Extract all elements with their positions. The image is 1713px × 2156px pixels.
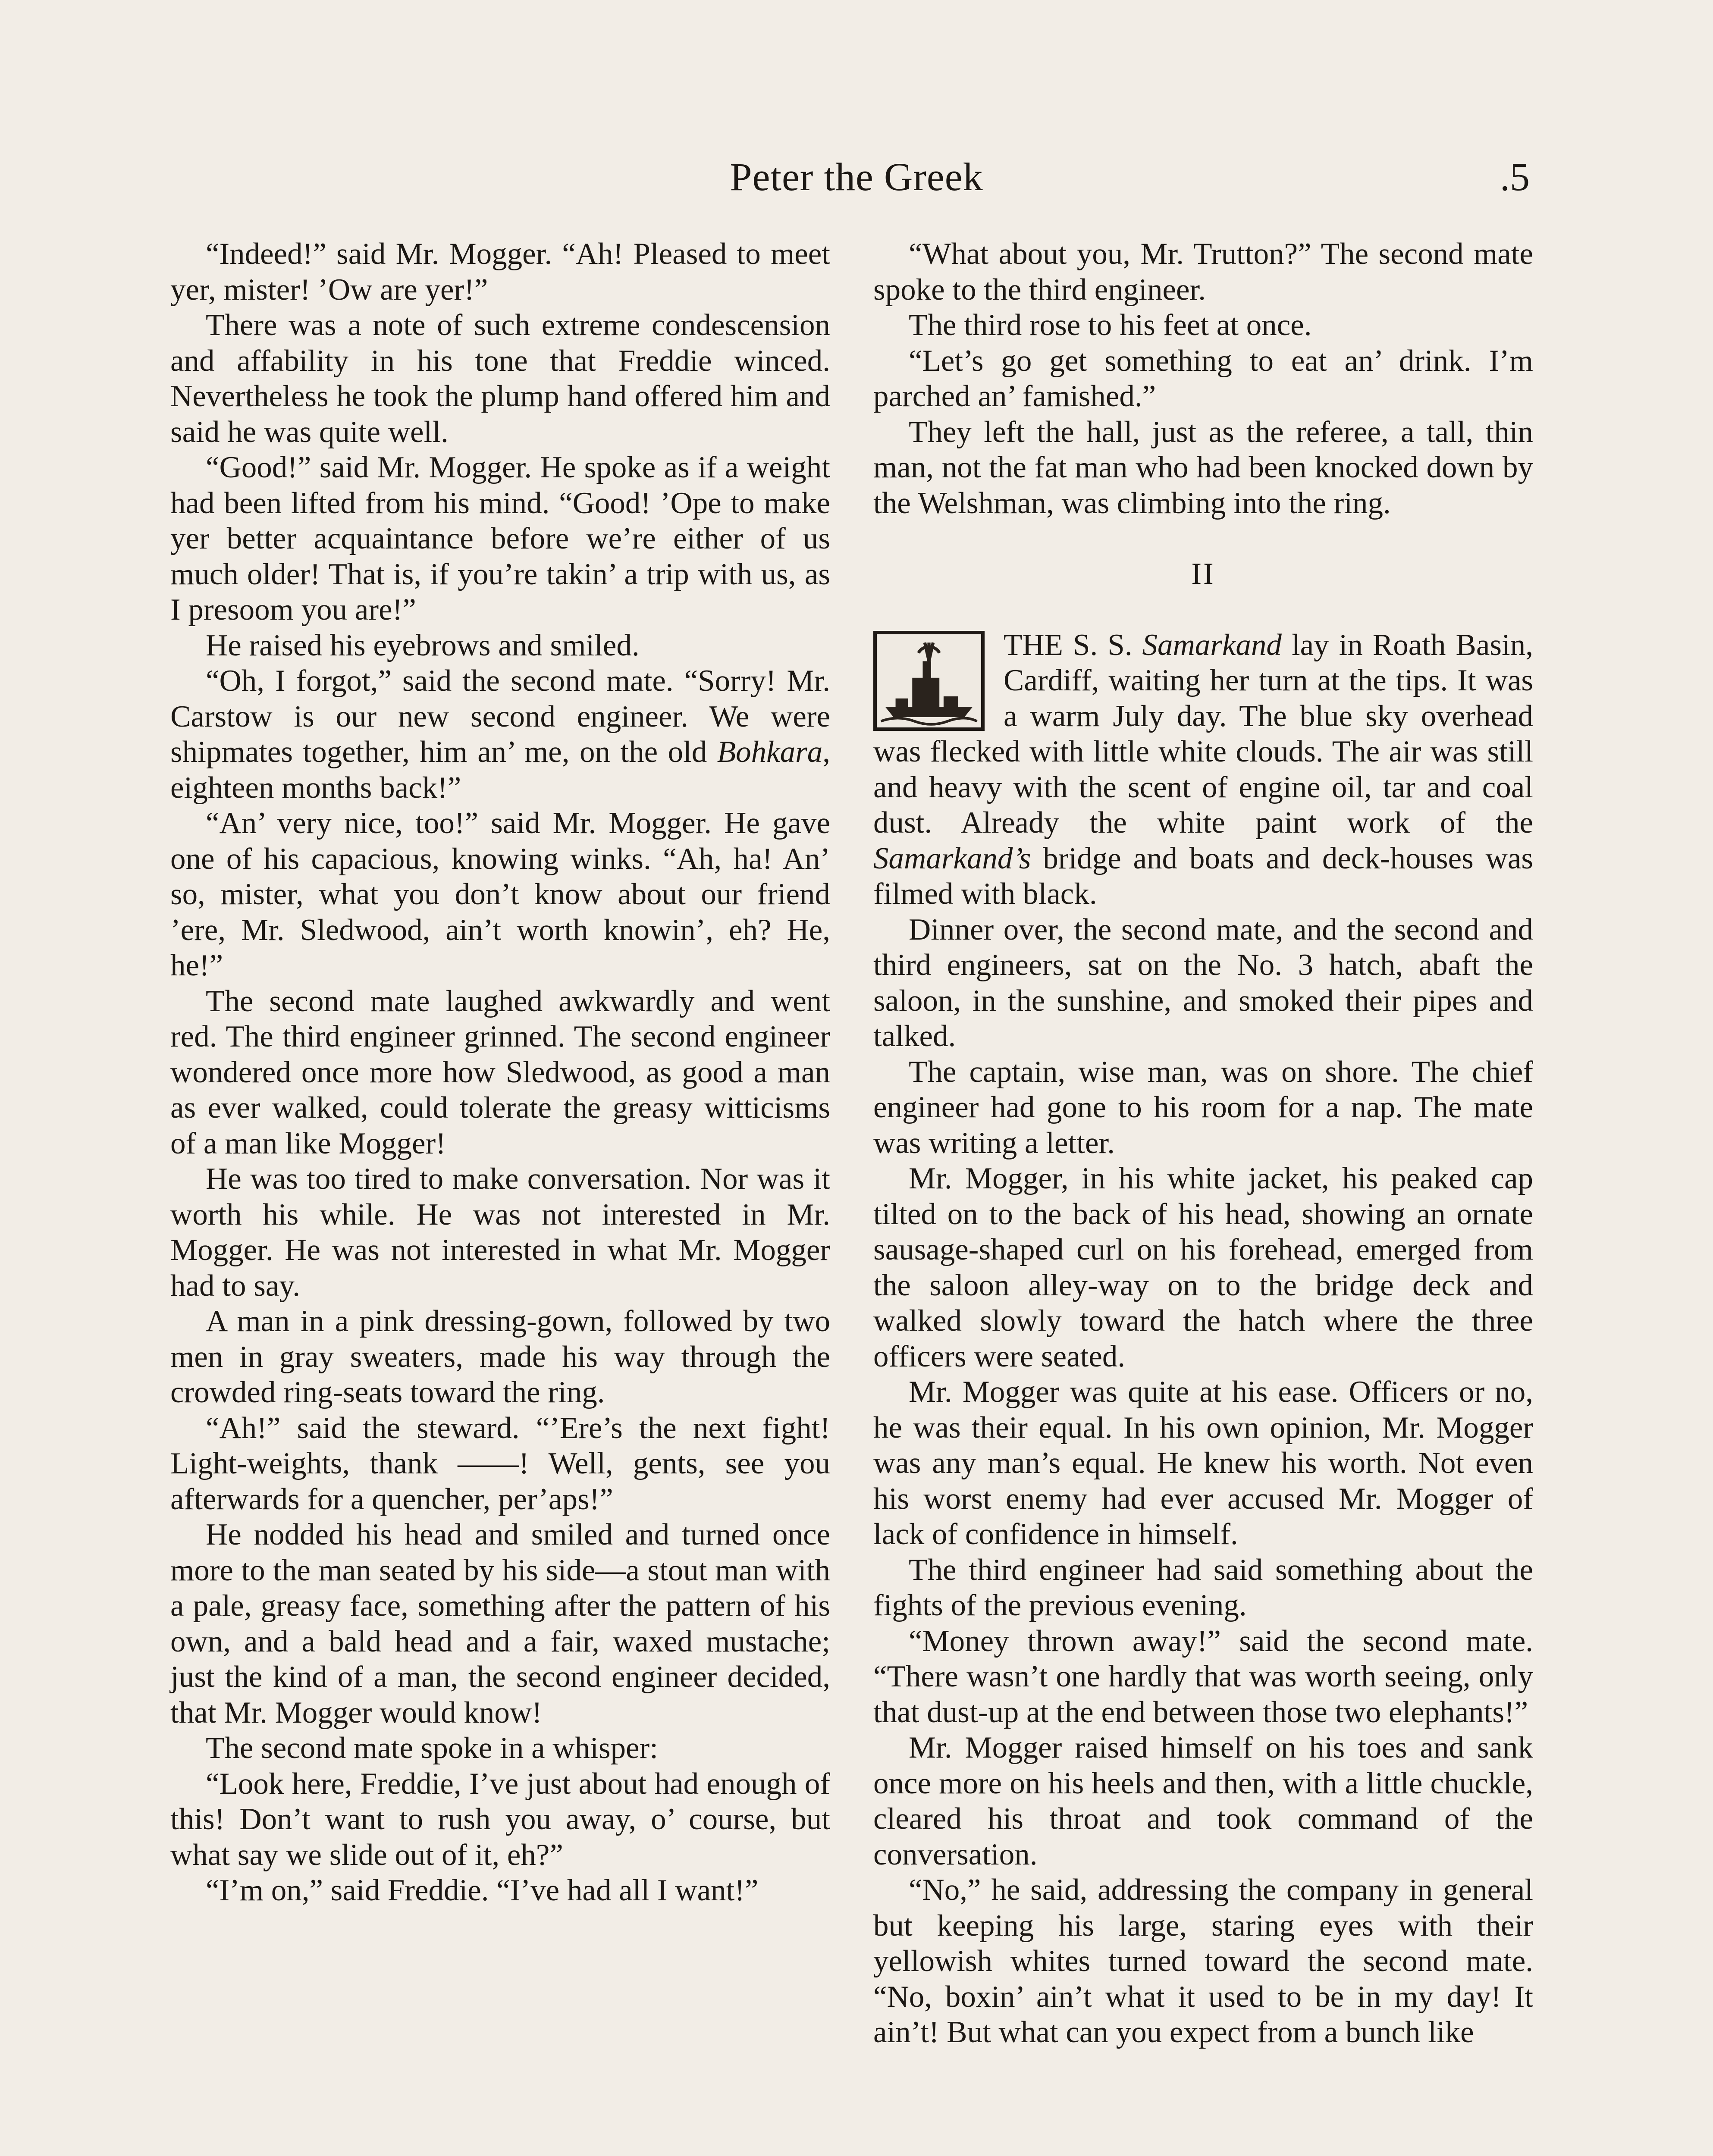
paragraph: Mr. Mogger raised himself on his toes and sank once more on his heels and then, with a little chuckle, cleared his throat and took command of the conversation.	[873, 1731, 1533, 1871]
paragraph: They left the hall, just as the referee, a tall, thin man, not the fat man who had been knocked down by the Welshman, was climbing into the ring.	[873, 415, 1533, 520]
paragraph: “Oh, I forgot,” said the second mate. “Sorry! Mr. Carstow is our new second engineer. We were shipmates together, him an’ me, on the old Bohkara, eighteen months back!”	[170, 664, 830, 805]
paragraph: “Money thrown away!” said the second mate. “There wasn’t one hardly that was worth seeing, only that dust-up at the end between those two elephants!”	[873, 1624, 1533, 1729]
section-numeral: II	[1191, 557, 1215, 591]
paragraph: “What about you, Mr. Trutton?” The second mate spoke to the third engineer.	[873, 237, 1533, 307]
paragraph: A man in a pink dressing-gown, followed by two men in gray sweaters, made his way through the crowded ring-seats toward the ring.	[170, 1304, 830, 1409]
ship-name: Samarkand	[1142, 628, 1282, 662]
running-title: Peter the Greek	[730, 155, 983, 199]
right-column	[873, 236, 1533, 2050]
paragraph: Mr. Mogger, in his white jacket, his peaked cap tilted on to the back of his head, showing an ornate sausage-shaped curl on his forehead, emerged from the saloon alley-way on to the bridge deck and walked slowly toward the hatch where the three officers were seated.	[873, 1162, 1533, 1373]
page-number: .5	[1500, 155, 1530, 199]
paragraph: “Indeed!” said Mr. Mogger. “Ah! Pleased to meet yer, mister! ’Ow are yer!”	[170, 237, 830, 307]
paragraph: The second mate spoke in a whisper:	[206, 1731, 658, 1765]
paragraph: “Ah!” said the steward. “’Ere’s the next fight! Light-weights, thank ——! Well, gents, see you afterwards for a quencher, per’aps!”	[170, 1411, 830, 1516]
page-header	[0, 153, 1713, 213]
paragraph: Dinner over, the second mate, and the second and third engineers, sat on the No. 3 hatch, abaft the saloon, in the sunshine, and smoked their pipes and talked.	[873, 912, 1533, 1053]
paragraph: There was a note of such extreme condescension and affability in his tone that Freddie winced. Nevertheless he took the plump hand offered him and said he was quite well.	[170, 308, 830, 449]
paragraph: Mr. Mogger was quite at his ease. Officers or no, he was their equal. In his own opinion, Mr. Mogger was any man’s equal. He knew his worth. Not even his worst enemy had ever accused Mr. Mogger of lack of confidence in himself.	[873, 1375, 1533, 1551]
ship-name-possessive: Samarkand’s	[873, 841, 1031, 875]
paragraph: He nodded his head and smiled and turned once more to the man seated by his side—a stout man with a pale, greasy face, something after the pattern of his own, and a bald head and a fair, waxed mustache; just the kind of a man, the second engineer decided, that Mr. Mogger would know!	[170, 1518, 830, 1730]
opening-text: bridge and boats and deck-houses was filmed with black.	[873, 841, 1533, 911]
paragraph: “An’ very nice, too!” said Mr. Mogger. He gave one of his capacious, knowing winks. “Ah, ha! An’ so, mister, what you don’t know about our friend ’ere, Mr. Sledwood, ain’t worth knowin’, eh? He, he!”	[170, 806, 830, 982]
paragraph: “I’m on,” said Freddie. “I’ve had all I want!”	[206, 1874, 759, 1907]
left-column	[170, 236, 830, 1908]
paragraph: “Good!” said Mr. Mogger. He spoke as if a weight had been lifted from his mind. “Good! ’Ope to make yer better acquaintance before we’re either of us much older! That is, if you’re takin’ a trip with us, as I presoom you are!”	[170, 451, 830, 627]
opening-text: lay in Roath Basin, Cardiff, waiting her turn at the tips. It was a warm July day. The blue sky overhead was flecked with little white clouds. The air was still and heavy with the scent of engine oil, tar and coal dust. Already the white paint work of the	[873, 628, 1533, 840]
paragraph: The third rose to his feet at once.	[909, 308, 1312, 342]
ship-vignette-icon	[873, 631, 985, 731]
paragraph: “Look here, Freddie, I’ve just about had enough of this! Don’t want to rush you away, o’ course, but what say we slide out of it, eh?”	[170, 1767, 830, 1872]
paragraph: He raised his eyebrows and smiled.	[206, 628, 640, 662]
paragraph: The second mate laughed awkwardly and went red. The third engineer grinned. The second engineer wondered once more how Sledwood, as good a man as ever walked, could tolerate the greasy witticisms of a man like Mogger!	[170, 984, 830, 1160]
paragraph: He was too tired to make conversation. Nor was it worth his while. He was not interested in Mr. Mogger. He was not interested in what Mr. Mogger had to say.	[170, 1162, 830, 1303]
paragraph: “Let’s go get something to eat an’ drink. I’m parched an’ famished.”	[873, 344, 1533, 413]
paragraph: The captain, wise man, was on shore. The chief engineer had gone to his room for a nap. The mate was writing a letter.	[873, 1055, 1533, 1160]
paragraph: The third engineer had said something about the fights of the previous evening.	[873, 1553, 1533, 1622]
paragraph: “No,” he said, addressing the company in general but keeping his large, staring eyes with their yellowish whites turned toward the second mate. “No, boxin’ ain’t what it used to be in my day! It ain’t! But what can you expect from a bunch like	[873, 1873, 1533, 2049]
opening-text: THE S. S.	[1004, 628, 1142, 662]
ship-name: Bohkara	[717, 735, 823, 769]
